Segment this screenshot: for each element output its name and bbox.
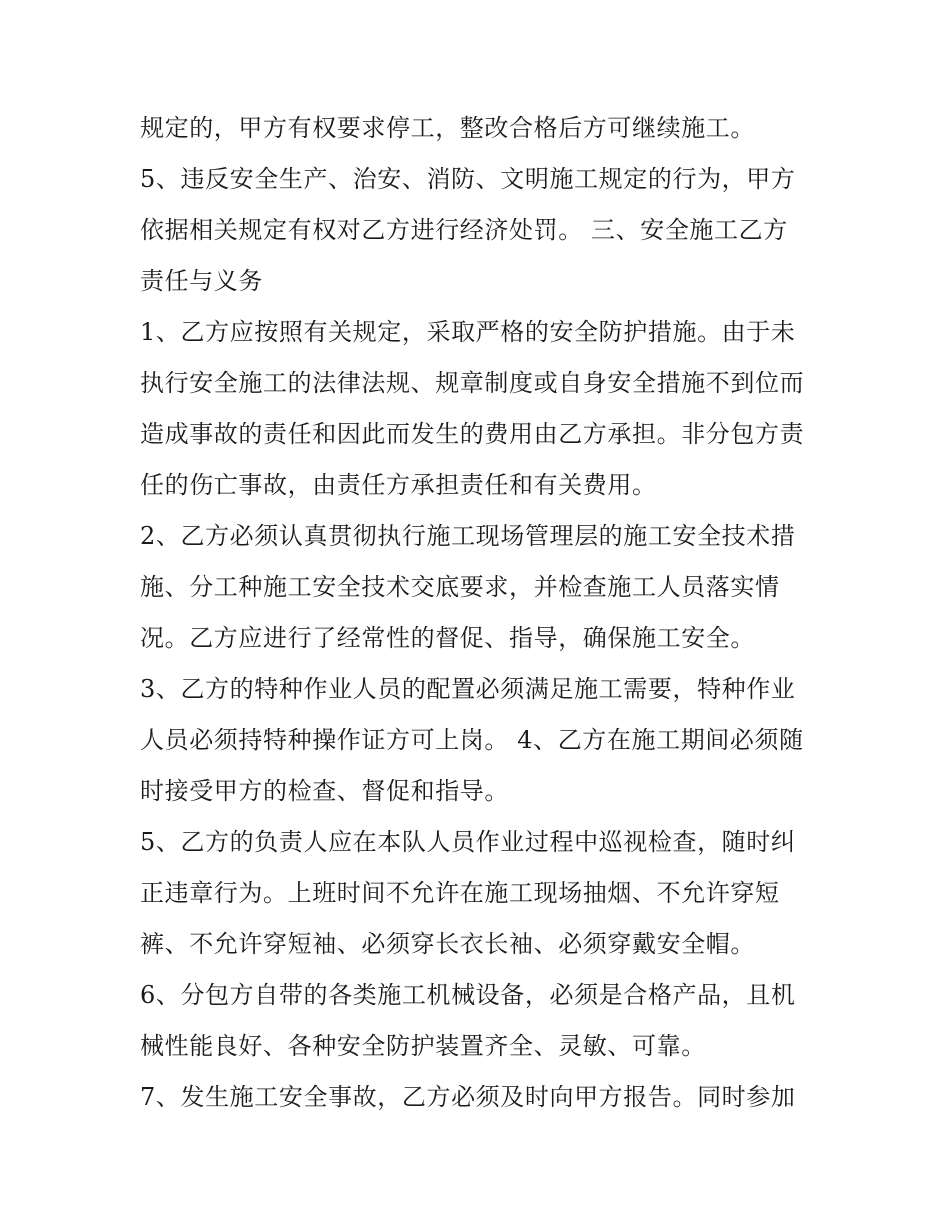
text-line: 2、乙方必须认真贯彻执行施工现场管理层的施工安全技术措 [140, 522, 796, 550]
text-line: 6、分包方自带的各类施工机械设备，必须是合格产品，且机 [140, 981, 796, 1009]
text-line: 况。乙方应进行了经常性的督促、指导，确保施工安全。 [140, 624, 755, 652]
text-line: 规定的，甲方有权要求停工，整改合格后方可继续施工。 [140, 114, 755, 142]
text-line: 造成事故的责任和因此而发生的费用由乙方承担。非分包方责 [140, 420, 805, 448]
text-line: 责任与义务 [140, 267, 263, 295]
text-line: 依据相关规定有权对乙方进行经济处罚。 三、安全施工乙方 [140, 216, 788, 244]
text-line: 5、乙方的负责人应在本队人员作业过程中巡视检查，随时纠 [140, 828, 796, 856]
text-line: 正违章行为。上班时间不允许在施工现场抽烟、不允许穿短 [140, 879, 780, 907]
text-line: 任的伤亡事故，由责任方承担责任和有关费用。 [140, 471, 657, 499]
text-line: 械性能良好、各种安全防护装置齐全、灵敏、可靠。 [140, 1032, 706, 1060]
text-line: 施、分工种施工安全技术交底要求，并检查施工人员落实情 [140, 573, 780, 601]
text-line: 执行安全施工的法律法规、规章制度或自身安全措施不到位而 [140, 369, 805, 397]
text-line: 7、发生施工安全事故，乙方必须及时向甲方报告。同时参加 [140, 1083, 796, 1111]
text-line: 时接受甲方的检查、督促和指导。 [140, 777, 509, 805]
text-line: 1、乙方应按照有关规定，采取严格的安全防护措施。由于未 [140, 318, 796, 346]
text-line: 3、乙方的特种作业人员的配置必须满足施工需要，特种作业 [140, 675, 796, 703]
text-line: 人员必须持特种操作证方可上岗。 4、乙方在施工期间必须随 [140, 726, 804, 754]
text-line: 裤、不允许穿短袖、必须穿长衣长袖、必须穿戴安全帽。 [140, 930, 755, 958]
document-body [140, 103, 820, 1123]
text-line: 5、违反安全生产、治安、消防、文明施工规定的行为，甲方 [140, 165, 796, 193]
